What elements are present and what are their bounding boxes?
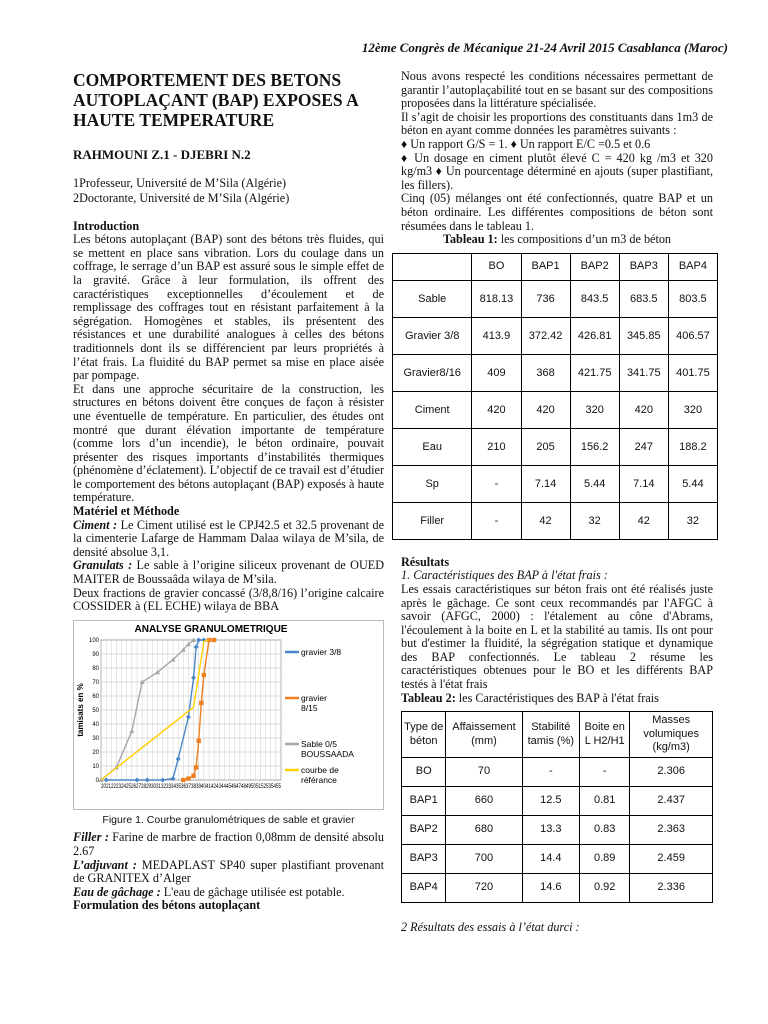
table2-cell: 0.89 <box>580 845 630 874</box>
table1-header-cell: BAP2 <box>570 253 619 280</box>
ciment-text: Le Ciment utilisé est le CPJ42.5 et 32.5 provenant de la cimenterie Lafarge de Hammam Dalaa wilaya de M’sila, de densité absolue 3,1. <box>73 517 384 559</box>
table1-row <box>393 502 718 539</box>
results-paragraph-1: Les essais caractéristiques sur béton frais ont été réalisés juste après le gâchage. Ce sont ceux recommandés par l'AFGC à savoir (AFGC, 2000) : l'étalement au cône d'Abrams, l'écoulement à la boite en L et la stabilité au tamis. Ils ont pour but d'estimer la fluidité, la ségrégation statique et dynamique des BAP confectionnés. Le tableau 2 résume les caractéristiques obtenues pour le BO et les différents BAP testés à l'état frais <box>401 581 713 692</box>
table1-cell: 5.44 <box>668 465 717 502</box>
granulats-label: Granulats : <box>73 558 133 573</box>
table1-cell: 683.5 <box>619 280 668 317</box>
formulation-heading: Formulation des bétons autoplaçant <box>73 898 261 913</box>
table2-cell: - <box>580 758 630 787</box>
table2-cell: BAP2 <box>402 816 446 845</box>
data-point <box>181 778 185 782</box>
right-paragraph-1: Nous avons respecté les conditions nécessaires permettant de garantir l’autoplaçabilité tout en se basant sur des compositions proposées dans la littérature spécialisée. <box>401 69 713 111</box>
x-tick-labels: 202122232425262728293031323334353637383940414243444546474849505152535455 <box>101 783 282 790</box>
table2-header-row <box>402 712 713 758</box>
table1-header-cell: BAP1 <box>521 253 570 280</box>
table1-cell: Gravier8/16 <box>393 354 472 391</box>
table2-cell: 720 <box>446 874 522 903</box>
table1-header-cell: BAP4 <box>668 253 717 280</box>
table2-cell: BO <box>402 758 446 787</box>
table1-cell: 5.44 <box>570 465 619 502</box>
table1-row <box>393 465 718 502</box>
adjuvant-label: L’adjuvant : <box>73 857 137 872</box>
y-axis-label: tamisats en % <box>76 683 85 737</box>
table1-cell: 420 <box>619 391 668 428</box>
table2-header-cell: Affaissement (mm) <box>446 712 522 758</box>
table1-row <box>393 391 718 428</box>
ciment-label: Ciment : <box>73 517 118 532</box>
y-tick-label: 100 <box>88 637 99 644</box>
table1-row <box>393 280 718 317</box>
table2-cell: BAP1 <box>402 787 446 816</box>
table2-cell: 14.4 <box>522 845 580 874</box>
right-column <box>401 70 713 935</box>
table2-cell: 660 <box>446 787 522 816</box>
legend-label: gravier 3/8 <box>301 646 342 657</box>
legend-label: gravier 8/15 <box>301 692 327 713</box>
table2-row <box>402 874 713 903</box>
y-tick-label: 70 <box>92 679 99 686</box>
table1-cell: 421.75 <box>570 354 619 391</box>
ciment-paragraph <box>73 519 384 560</box>
eau-text: L'eau de gâchage utilisée est potable. <box>160 884 345 899</box>
table2-header-cell: Boite en L H2/H1 <box>580 712 630 758</box>
table1-cell: Sp <box>393 465 472 502</box>
data-point <box>186 776 190 780</box>
compositions-table <box>392 253 718 540</box>
table2-header-cell: Masses volumiques (kg/m3) <box>630 712 713 758</box>
table1-cell: 156.2 <box>570 428 619 465</box>
table2-cell: 13.3 <box>522 816 580 845</box>
table1-cell: 843.5 <box>570 280 619 317</box>
table1-cell: 7.14 <box>619 465 668 502</box>
right-paragraph-5: Cinq (05) mélanges ont été confectionnés, quatre BAP et un béton ordinaire. Les différentes compositions de béton sont résumées dans le tableau 1. <box>401 191 713 233</box>
affiliations <box>73 176 384 206</box>
table1-cell: - <box>472 465 521 502</box>
table1-cell: 818.13 <box>472 280 521 317</box>
y-tick-label: 30 <box>92 735 99 742</box>
table2-row <box>402 758 713 787</box>
table1-cell: - <box>472 502 521 539</box>
table1-cell: 413.9 <box>472 317 521 354</box>
table1-cell: Filler <box>393 502 472 539</box>
legend-label: courbe de référance <box>301 764 339 785</box>
table1-cell: 368 <box>521 354 570 391</box>
data-point <box>191 773 195 777</box>
conference-header: 12ème Congrès de Mécanique 21-24 Avril 2015 Casablanca (Maroc) <box>361 40 728 55</box>
table2-cell: - <box>522 758 580 787</box>
table2-caption-text: les Caractéristiques des BAP à l'état frais <box>455 690 659 705</box>
gravier-paragraph: Deux fractions de gravier concassé (3/8,8/16) l’origine calcaire COSSIDER à (EL ECHE) wilaya de BBA <box>73 585 384 614</box>
table2-cell: 0.83 <box>580 816 630 845</box>
introduction-heading: Introduction <box>73 218 140 233</box>
chart-svg <box>73 620 384 810</box>
granulats-paragraph <box>73 559 384 586</box>
results-subheading-2: 2 Résultats des essais à l’état durci : <box>401 920 580 935</box>
table1-cell: 372.42 <box>521 317 570 354</box>
table1-header-cell: BAP3 <box>619 253 668 280</box>
results-subheading-1: 1. Caractéristiques des BAP à l'état frais : <box>401 568 608 583</box>
table1-cell: 42 <box>521 502 570 539</box>
chart-title: ANALYSE GRANULOMETRIQUE <box>134 623 288 635</box>
intro-paragraph-2: Et dans une approche sécuritaire de la construction, les structures en bétons doivent être conçues de façon à résister une éventuelle de température. En particulier, des études ont montré que durant élévation importante de température (comme lors d’un incendie), le béton ordinaire, pouvait présenter des risques importants d’instabilités thermiques (phénomène d’éclatement). L’objectif de ce travail est d’étudier le comportement des bétons autoplaçant (BAP) exposés à haute température. <box>73 381 384 505</box>
fresh-properties-table <box>401 711 713 903</box>
table1-cell: 32 <box>570 502 619 539</box>
table1-header-row <box>393 253 718 280</box>
table1-cell: 7.14 <box>521 465 570 502</box>
table1-row <box>393 428 718 465</box>
y-tick-label: 50 <box>92 707 99 714</box>
data-point <box>194 765 198 769</box>
table2-caption <box>401 692 713 706</box>
right-paragraph-3: ♦ Un rapport G/S = 1. ♦ Un rapport E/C =0.5 et 0.6 <box>401 136 651 151</box>
table2-header-cell: Stabilité tamis (%) <box>522 712 580 758</box>
table1-cell: 736 <box>521 280 570 317</box>
table2-cell: BAP4 <box>402 874 446 903</box>
legend-label: Sable 0/5 BOUSSAADA <box>301 738 354 759</box>
table2-row <box>402 787 713 816</box>
table1-cell: 32 <box>668 502 717 539</box>
table1-cell: 320 <box>668 391 717 428</box>
table2-caption-label: Tableau 2: <box>401 690 456 705</box>
table1-caption <box>401 233 713 247</box>
table2-cell: 2.437 <box>630 787 713 816</box>
table2-cell: 0.81 <box>580 787 630 816</box>
table2-cell: 2.336 <box>630 874 713 903</box>
table2-cell: 14.6 <box>522 874 580 903</box>
table1-cell: 247 <box>619 428 668 465</box>
data-point <box>199 701 203 705</box>
table2-cell: 680 <box>446 816 522 845</box>
y-tick-label: 80 <box>92 665 99 672</box>
table1-cell: 409 <box>472 354 521 391</box>
results-heading: Résultats <box>401 554 450 569</box>
eau-label: Eau de gâchage : <box>73 884 161 899</box>
right-paragraph-2: Il s’agit de choisir les proportions des constituants dans 1m3 de béton en ayant comme données les paramètres suivants : <box>401 109 713 138</box>
table1-cell: 803.5 <box>668 280 717 317</box>
table1-header-cell: BO <box>472 253 521 280</box>
affiliation-2: 2Doctorante, Université de M’Sila (Algérie) <box>73 190 290 205</box>
data-point <box>202 673 206 677</box>
table2-cell: 2.363 <box>630 816 713 845</box>
table1-header-cell <box>393 253 472 280</box>
filler-label: Filler : <box>73 830 109 845</box>
method-heading: Matériel et Méthode <box>73 504 180 519</box>
y-tick-label: 0 <box>95 777 99 784</box>
data-point <box>212 638 216 642</box>
y-tick-label: 90 <box>92 651 99 658</box>
table2-cell: 0.92 <box>580 874 630 903</box>
paper-title: COMPORTEMENT DES BETONS AUTOPLAÇANT (BAP) EXPOSES A HAUTE TEMPERATURE <box>73 70 358 130</box>
table1-cell: 341.75 <box>619 354 668 391</box>
figure-caption: Figure 1. Courbe granulométriques de sable et gravier <box>102 813 355 826</box>
table2-cell: 2.306 <box>630 758 713 787</box>
y-tick-label: 10 <box>92 763 99 770</box>
table1-cell: 345.85 <box>619 317 668 354</box>
table1-row <box>393 354 718 391</box>
left-column <box>73 70 384 913</box>
table1-caption-label: Tableau 1: <box>442 232 498 247</box>
granulometry-chart <box>73 620 384 810</box>
table1-cell: 210 <box>472 428 521 465</box>
table2-cell: 12.5 <box>522 787 580 816</box>
adjuvant-text: MEDAPLAST SP40 super plastifiant provenant de GRANITEX d’Alger <box>73 857 384 886</box>
table1-cell: 420 <box>472 391 521 428</box>
table1-cell: 188.2 <box>668 428 717 465</box>
table2-cell: BAP3 <box>402 845 446 874</box>
table1-cell: Eau <box>393 428 472 465</box>
authors: RAHMOUNI Z.1 - DJEBRI N.2 <box>73 147 251 162</box>
table2-cell: 700 <box>446 845 522 874</box>
table2-header-cell: Type de béton <box>402 712 446 758</box>
y-tick-label: 40 <box>92 721 99 728</box>
intro-paragraph-1: Les bétons autoplaçant (BAP) sont des bétons très fluides, qui se mettent en place sans vibration. Lors du coulage dans un coffrage, le serrage d’un BAP est assuré sous le simple effet de la gravité. Grâce à leur formulation, ils offrent des caractéristiques exceptionnelles d’écoulement et de remplissage des coffrages tout en résistant parfaitement à la ségrégation. Homogènes et stables, ils présentent des résistances et une durabilité analogues à celles des bétons traditionnels dont ils se différencient par leurs propriétés à l’état frais. La fluidité du BAP permet sa mise en place aisée par pompage. <box>73 232 384 383</box>
table1-cell: 205 <box>521 428 570 465</box>
affiliation-1: 1Professeur, Université de M’Sila (Algérie) <box>73 175 287 190</box>
filler-paragraph <box>73 831 384 858</box>
table1-cell: 406.57 <box>668 317 717 354</box>
table2-cell: 70 <box>446 758 522 787</box>
table2-row <box>402 816 713 845</box>
table1-cell: 42 <box>619 502 668 539</box>
table1-cell: Gravier 3/8 <box>393 317 472 354</box>
table1-cell: 426.81 <box>570 317 619 354</box>
granulats-text: Le sable à l’origine siliceux provenant de OUED MAITER de Boussaâda wilaya de M’sila. <box>73 558 384 587</box>
filler-text: Farine de marbre de fraction 0,08mm de densité absolu 2.67 <box>73 830 385 858</box>
table1-caption-text: les compositions d’un m3 de béton <box>497 232 672 247</box>
table1-cell: Ciment <box>393 391 472 428</box>
table1-cell: 320 <box>570 391 619 428</box>
table1-row <box>393 317 718 354</box>
table1-cell: Sable <box>393 280 472 317</box>
right-paragraph-4: ♦ Un dosage en ciment plutôt élevé C = 420 kg /m3 et 320 kg/m3 ♦ Un pourcentage déterminé en ajouts (super plastifiant, les fillers). <box>401 150 713 192</box>
table1-cell: 420 <box>521 391 570 428</box>
y-tick-label: 60 <box>92 693 99 700</box>
data-point <box>197 738 201 742</box>
eau-paragraph <box>73 886 384 900</box>
table2-cell: 2.459 <box>630 845 713 874</box>
adjuvant-paragraph <box>73 859 384 886</box>
table2-row <box>402 845 713 874</box>
table1-cell: 401.75 <box>668 354 717 391</box>
y-tick-label: 20 <box>92 749 99 756</box>
